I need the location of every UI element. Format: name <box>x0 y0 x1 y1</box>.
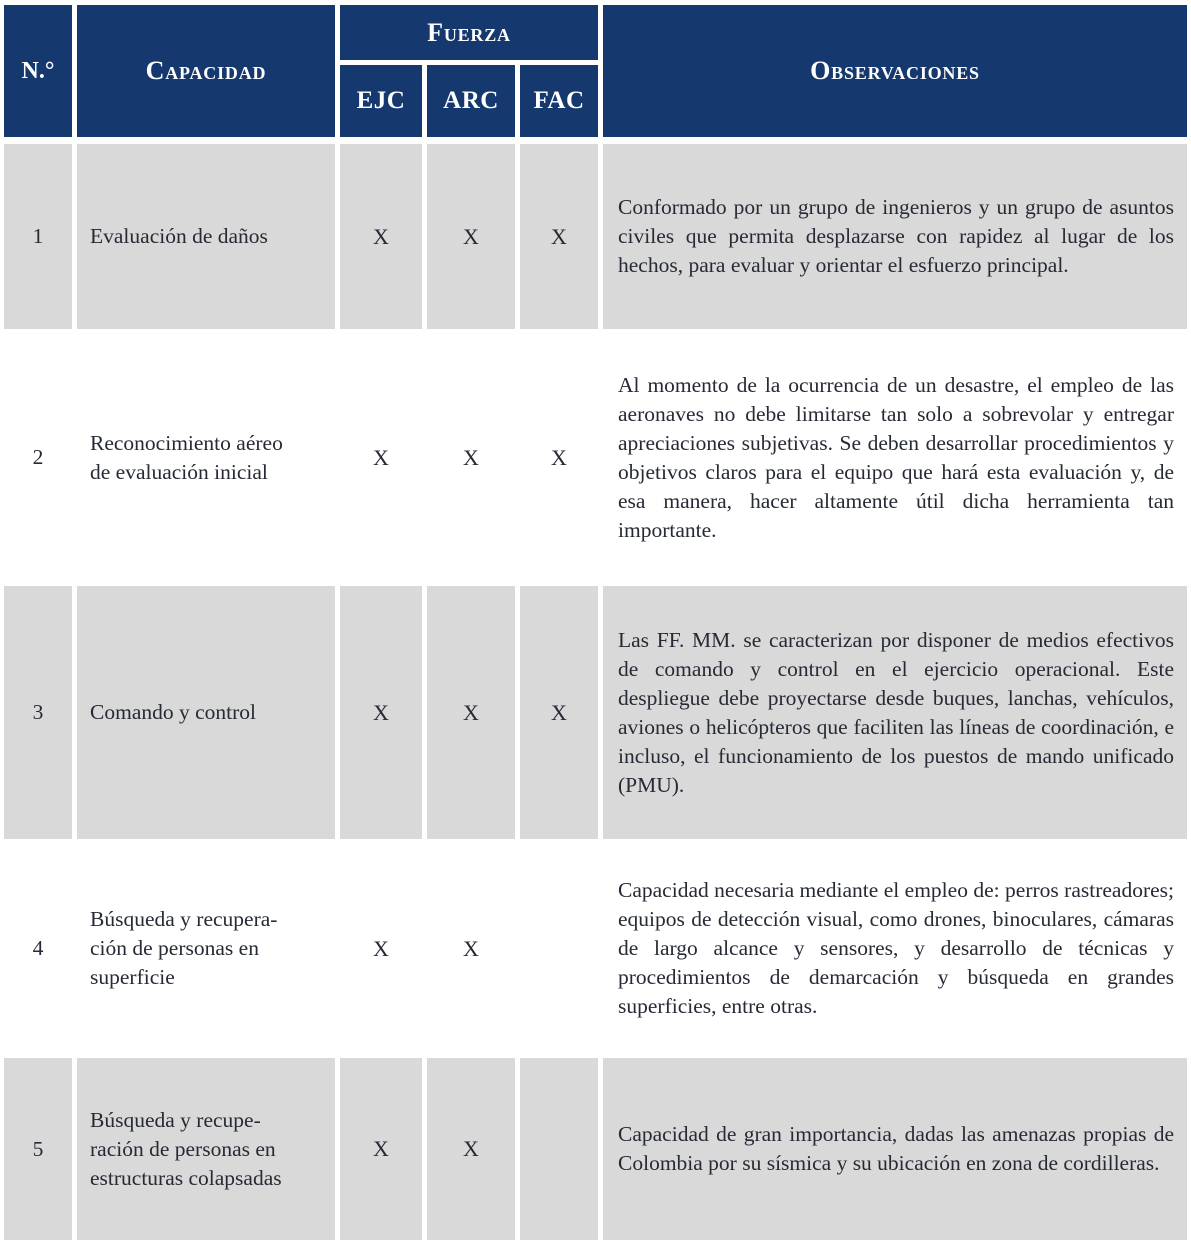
capacidad-cell: Comando y control <box>77 586 335 839</box>
col-header-fuerza-label: Fuerza <box>427 17 511 47</box>
observaciones-text: Capacidad de gran importancia, dadas las amenazas propias de Colombia por su sísmica y su ubicación en zona de cordilleras. <box>618 1122 1174 1175</box>
fac-mark <box>520 846 598 1051</box>
table-row <box>4 586 1187 839</box>
observaciones-cell <box>603 144 1187 329</box>
row-number-cell: 2 <box>32 445 44 469</box>
fac-mark <box>520 1058 598 1240</box>
col-header-capacidad-label: Capacidad <box>145 56 267 85</box>
arc-mark: X <box>427 586 515 839</box>
observaciones-text: Conformado por un grupo de ingenieros y un grupo de asuntos civiles que permita desplazarse con rapidez al lugar de los hechos, para evaluar y orientar el esfuerzo principal. <box>618 195 1174 277</box>
ejc-mark: X <box>340 144 422 329</box>
col-header-ejc <box>340 65 422 137</box>
capacidad-cell: Evaluación de daños <box>77 144 335 329</box>
observaciones-cell <box>603 846 1187 1051</box>
capacidad-cell: Búsqueda y recuperación de personas en superficie <box>90 907 278 989</box>
arc-mark: X <box>463 935 479 961</box>
observaciones-cell <box>603 1058 1187 1240</box>
col-header-observaciones-label: Observaciones <box>810 56 980 85</box>
table-row <box>4 144 1187 329</box>
fac-mark: X <box>551 444 567 470</box>
row-number-cell: 3 <box>4 586 72 839</box>
col-header-capacidad <box>77 5 335 137</box>
fac-mark: X <box>520 586 598 839</box>
observaciones-cell <box>603 336 1187 579</box>
observaciones-text: Capacidad necesaria mediante el empleo de: perros rastreadores; equipos de detección visual, como drones, binoculares, cámaras de largo alcance y sensores, y desarrollo de técnicas y procedimientos de demarcación y búsqueda en grandes superficies, entre otras. <box>618 878 1174 1018</box>
ejc-mark: X <box>373 935 389 961</box>
row-number-cell: 5 <box>4 1058 72 1240</box>
capacidad-cell: Búsqueda y recuperación de personas en estructuras colapsadas <box>77 1058 335 1240</box>
table-row <box>4 846 1187 1051</box>
col-header-num <box>4 5 72 137</box>
col-header-fuerza <box>340 5 598 60</box>
observaciones-text: Al momento de la ocurrencia de un desastre, el empleo de las aeronaves no debe limitarse tan solo a sobrevolar y entregar apreciaciones subjetivas. Se deben desarrollar procedimientos y objetivos claros para el equipo que hará esta evaluación y, de esa manera, hacer altamente útil dicha herramienta tan importante. <box>618 372 1174 542</box>
col-header-ejc-label: EJC <box>356 87 406 114</box>
col-header-observaciones <box>603 5 1187 137</box>
row-number-cell: 1 <box>4 144 72 329</box>
row-number-cell: 4 <box>32 936 44 960</box>
ejc-mark: X <box>340 586 422 839</box>
col-header-num-label: N.° <box>21 57 55 84</box>
col-header-arc <box>427 65 515 137</box>
arc-mark: X <box>427 144 515 329</box>
table-header <box>4 5 1187 137</box>
col-header-arc-label: ARC <box>443 87 499 114</box>
fac-mark: X <box>520 144 598 329</box>
observaciones-cell <box>603 586 1187 839</box>
col-header-fac <box>520 65 598 137</box>
arc-mark: X <box>463 444 479 470</box>
col-header-fac-label: FAC <box>533 87 585 114</box>
capacidad-cell: Reconocimiento aéreo de evaluación inicial <box>90 430 283 484</box>
table-row <box>4 1058 1187 1240</box>
ejc-mark: X <box>373 444 389 470</box>
arc-mark: X <box>427 1058 515 1240</box>
observaciones-text: Las FF. MM. se caracterizan por disponer de medios efectivos de comando y control en el ejercicio operacional. Este despliegue debe proyectarse desde buques, lanchas, vehículos, aviones o helicópteros que faciliten las líneas de coordinación, e incluso, el funcionamiento de los puestos de mando unificado (PMU). <box>618 627 1174 797</box>
ejc-mark: X <box>340 1058 422 1240</box>
table-row <box>4 336 1187 579</box>
